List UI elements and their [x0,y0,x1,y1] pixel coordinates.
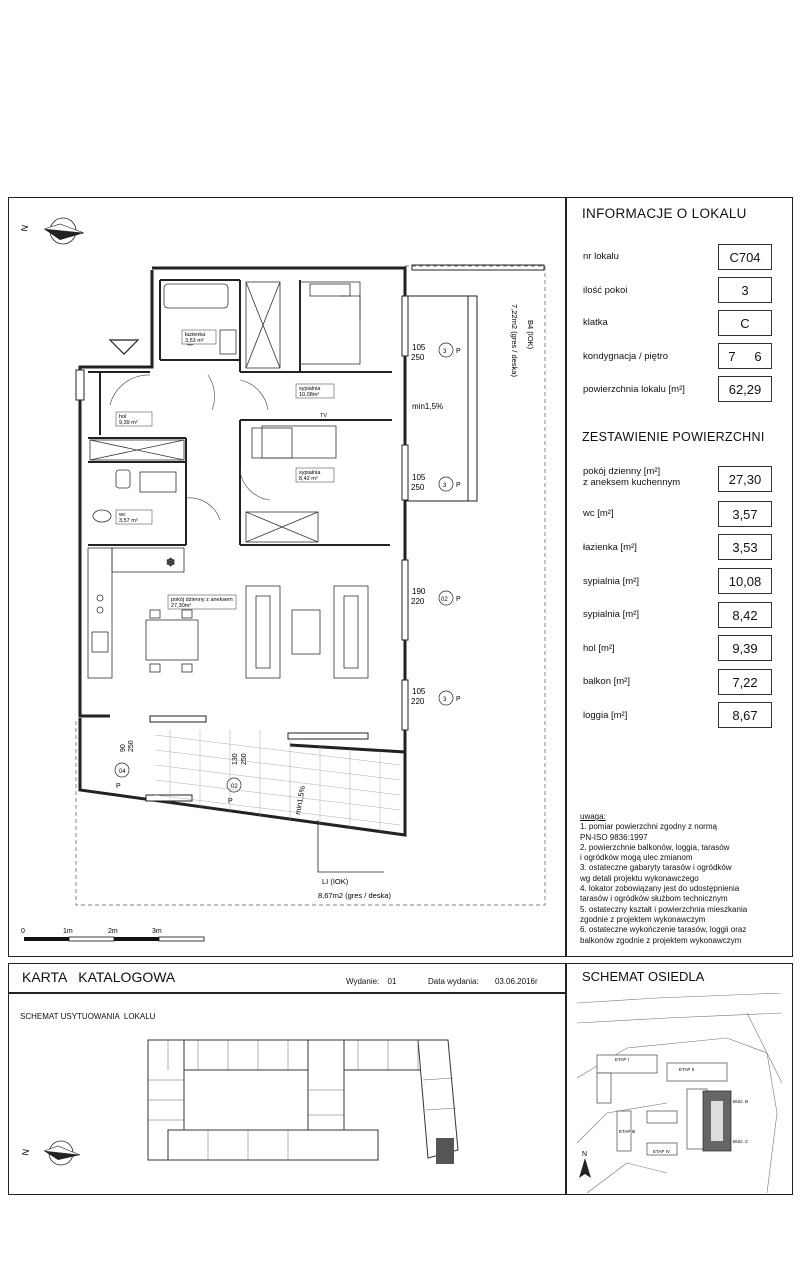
row-value-loggia: 8,67 [718,702,772,728]
svg-text:B4 (IOK): B4 (IOK) [526,320,535,350]
svg-text:220: 220 [411,597,425,606]
svg-text:P: P [456,348,461,355]
note-line: i ogródków mogą ulec zmianom [580,853,693,863]
row-label-pokoj-line1: pokój dzienny [m²] [583,466,661,477]
data-wydania-value: 03.06.2016r [494,977,538,986]
svg-text:250: 250 [128,740,135,752]
svg-text:02: 02 [231,784,238,790]
wydanie-label: Wydanie: [346,977,380,986]
note-line: 4. lokator zobowiązany jest do udostępnienia [580,884,740,894]
svg-text:9,39 m²: 9,39 m² [119,420,138,426]
svg-text:3: 3 [443,483,447,489]
notes [580,812,790,946]
svg-text:105: 105 [412,687,426,696]
note-line: 6. ostateczne wykończenie tarasów, loggii oraz [580,925,747,935]
note-line: wg detali projektu wykonawczego [580,873,699,883]
field-value-ilosc-pokoi: 3 [718,277,772,303]
data-wydania [428,977,538,986]
window-tags [411,343,461,706]
svg-text:250: 250 [411,353,425,362]
fixtures [93,282,360,522]
row-value-sypialnia-2: 8,42 [718,602,772,628]
row-value-balkon: 7,22 [718,669,772,695]
row-label-wc: wc [m²] [583,508,614,519]
svg-text:0: 0 [21,928,25,935]
building-key-plan [8,1020,566,1195]
scale-bar [21,928,204,941]
svg-text:ETAP I: ETAP I [615,1057,629,1062]
svg-text:02: 02 [441,597,448,603]
svg-text:BUD. B: BUD. B [733,1099,749,1104]
slope-note: min1,5% [412,402,444,411]
building-wings [148,1040,458,1160]
wydanie [346,977,396,986]
svg-text:3,57 m²: 3,57 m² [119,518,138,524]
svg-text:105: 105 [412,343,426,352]
entrance-arrow-icon [110,340,138,354]
svg-text:130: 130 [232,753,239,765]
svg-text:105: 105 [412,473,426,482]
row-label-pokoj [583,466,680,488]
svg-text:sypialnia: sypialnia [299,470,321,476]
svg-text:10,08m²: 10,08m² [299,392,320,398]
north-label: N [19,224,31,233]
row-value-hol: 9,39 [718,635,772,661]
svg-text:hol: hol [119,414,127,420]
karta-katalogowa-title: KARTA KATALOGOWA [22,969,176,985]
note-line: 5. ostateczny kształt i powierzchnia mieszkania [580,904,748,914]
svg-text:sypialnia: sypialnia [299,386,321,392]
info-title: INFORMACJE O LOKALU [582,206,747,221]
svg-text:90: 90 [120,744,127,752]
note-line: zgodnie z projektem wykonawczym [580,914,706,924]
schemat-usytuowania-title: SCHEMAT USYTUOWANIA LOKALU [20,1012,156,1021]
row-label-lazienka: łazienka [m²] [583,542,637,553]
property-boundary [76,266,545,905]
row-label-sypialnia-2: sypialnia [m²] [583,609,639,620]
field-label-powierzchnia: powierzchnia lokalu [m²] [583,384,685,395]
svg-text:3: 3 [443,349,447,355]
zestawienie-title: ZESTAWIENIE POWIERZCHNI [582,430,765,444]
note-line: 3. ostateczne gabaryty tarasów i ogródków [580,863,732,873]
note-line: 1. pomiar powierzchni zgodny z normą [580,822,717,832]
note-line: 2. powierzchnie balkonów, loggia, tarasów [580,842,730,852]
svg-text:P: P [456,696,461,703]
field-label-ilosc-pokoi: ilość pokoi [583,285,628,296]
balcony-outline [405,265,544,501]
bed-icon [262,426,336,458]
svg-text:ETAP IV: ETAP IV [653,1149,670,1154]
kondygnacja-value: 7 [728,348,736,364]
key-north-label: N [20,1148,32,1157]
svg-text:BUD. C: BUD. C [733,1139,749,1144]
loggia-slope: min1,5% [293,785,308,816]
site-north-arrow-icon [579,1158,591,1178]
notes-heading: uwaga: [580,812,606,821]
row-label-hol: hol [m²] [583,643,615,654]
svg-text:7,22m2 (gres / deska): 7,22m2 (gres / deska) [510,304,519,377]
svg-text:3,53 m²: 3,53 m² [185,338,204,344]
svg-text:1m: 1m [63,928,73,935]
loggia-code: LI (IOK) [322,877,349,886]
schemat-osiedla-title: SCHEMAT OSIEDLA [582,969,705,984]
svg-text:łazienka: łazienka [185,332,206,338]
svg-text:04: 04 [119,769,126,775]
snowflake-icon: ❄ [166,557,176,569]
field-value-nr-lokalu: C704 [718,244,772,270]
row-value-pokoj: 27,30 [718,466,772,492]
note-line: tarasów i ogródków służbom technicznym [580,894,728,904]
row-label-sypialnia-1: sypialnia [m²] [583,576,639,587]
loggia-label: 8,67m2 (gres / deska) [318,891,391,900]
row-value-sypialnia-1: 10,08 [718,568,772,594]
unit-highlight [436,1138,454,1164]
svg-text:ETAP II: ETAP II [679,1067,695,1072]
svg-text:P: P [456,596,461,603]
svg-text:P: P [228,798,233,805]
pietro-value: 6 [754,348,762,364]
svg-text:220: 220 [411,697,425,706]
svg-text:3: 3 [443,697,447,703]
wydanie-value: 01 [387,977,397,986]
svg-text:wc: wc [119,512,126,518]
note-line: balkonów zgodnie z projektem wykonawczym [580,935,742,945]
svg-text:P: P [116,783,121,790]
row-value-lazienka: 3,53 [718,534,772,560]
row-label-balkon: balkon [m²] [583,676,630,687]
field-label-nr-lokalu: nr lokalu [583,251,619,262]
svg-text:27,30m²: 27,30m² [171,603,192,609]
row-label-loggia: loggia [m²] [583,710,628,721]
field-label-kondygnacja: kondygnacja / piętro [583,351,669,362]
svg-text:190: 190 [412,587,426,596]
data-wydania-label: Data wydania: [428,977,479,986]
svg-text:3m: 3m [152,928,162,935]
svg-text:8,42 m²: 8,42 m² [299,476,318,482]
key-north-arrow-icon [44,1141,80,1165]
field-value-klatka: C [718,310,772,336]
kitchen [88,548,184,678]
svg-text:ETAP III: ETAP III [619,1129,636,1134]
site-plan [567,993,792,1194]
svg-text:pokój dzienny z aneksem: pokój dzienny z aneksem [171,597,233,603]
site-north-label: N [582,1151,588,1158]
svg-text:2m: 2m [108,928,118,935]
field-label-klatka: klatka [583,317,608,328]
balcony-label [510,304,535,377]
site-courtyard [711,1101,723,1141]
row-label-pokoj-line2: z aneksem kuchennym [583,477,681,488]
door-swings [110,375,270,520]
field-value-powierzchnia: 62,29 [718,376,772,402]
svg-text:P: P [456,482,461,489]
row-value-wc: 3,57 [718,501,772,527]
svg-text:250: 250 [411,483,425,492]
tv-label: TV [320,413,328,419]
north-arrow-icon [44,218,84,244]
note-line: PN-ISO 9836:1997 [580,832,648,842]
svg-text:250: 250 [241,753,248,765]
field-value-kondygnacja [718,343,772,369]
